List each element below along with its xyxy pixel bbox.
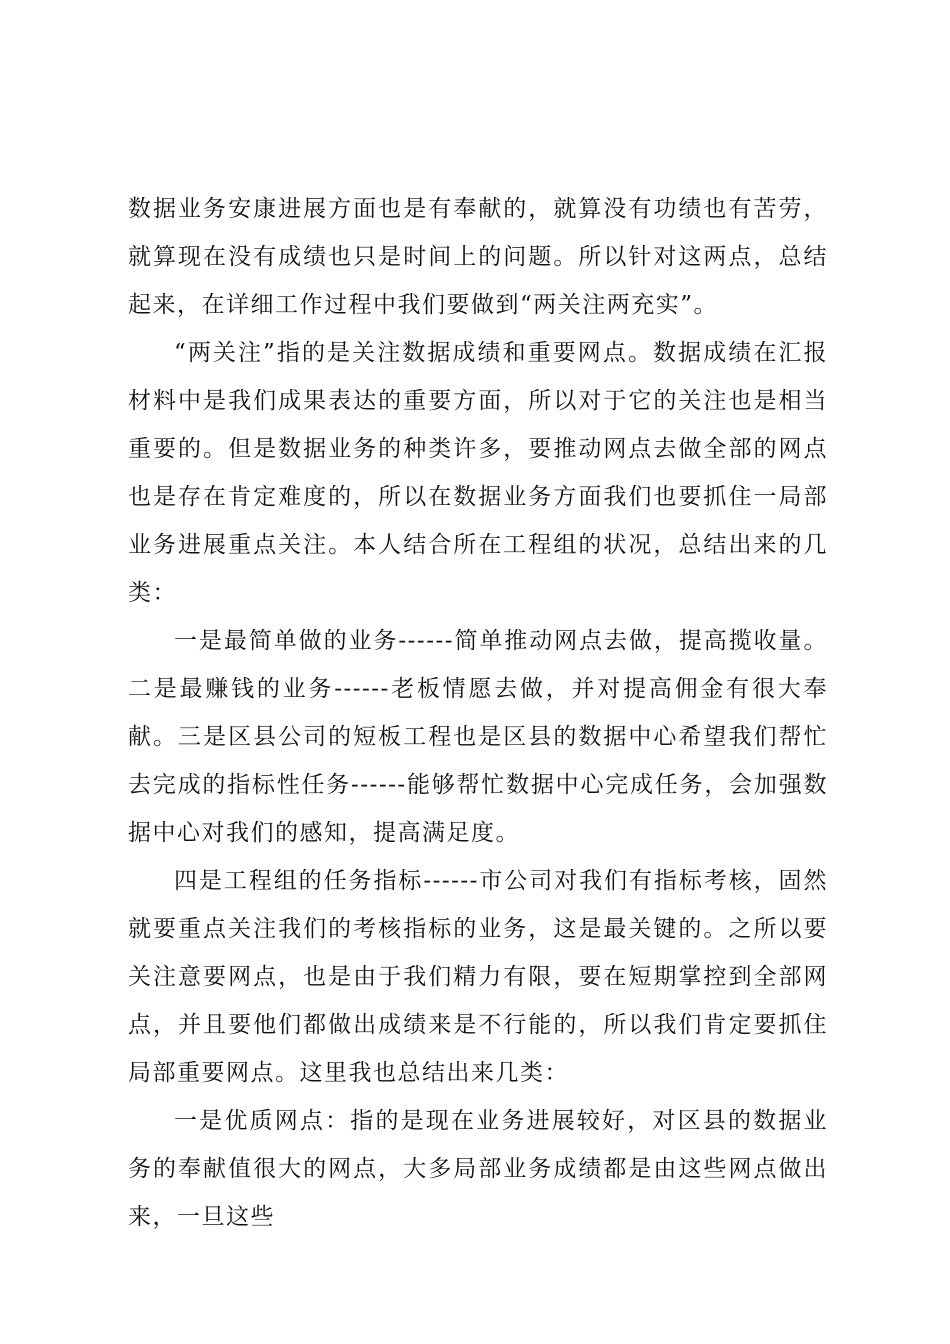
paragraph-1: 数据业务安康进展方面也是有奉献的，就算没有功绩也有苦劳，就算现在没有成绩也只是时间上的问题。所以针对这两点，总结起来，在详细工作过程中我们要做到“两关注两充实”。 [128,196,828,318]
paragraph-4: 四是工程组的任务指标------市公司对我们有指标考核，固然就要重点关注我们的考核指标的业务，这是最关键的。之所以要关注意要网点，也是由于我们精力有限，要在短期掌控到全部网点，并且要他们都做出成绩来是不行能的，所以我们肯定要抓住局部重要网点。这里我也总结出来几类： [128,868,828,1086]
paragraph-3: 一是最简单做的业务------简单推动网点去做，提高揽收量。二是最赚钱的业务------老板情愿去做，并对提高佣金有很大奉献。三是区县公司的短板工程也是区县的数据中心希望我们帮忙去完成的指标性任务------能够帮忙数据中心完成任务，会加强数据中心对我们的感知，提高满足度。 [128,628,828,846]
paragraph-5: 一是优质网点：指的是现在业务进展较好，对区县的数据业务的奉献值很大的网点，大多局部业务成绩都是由这些网点做出来，一旦这些 [128,1108,828,1230]
document-body [128,185,828,1241]
paragraph-2: “两关注”指的是关注数据成绩和重要网点。数据成绩在汇报材料中是我们成果表达的重要方面，所以对于它的关注也是相当重要的。但是数据业务的种类许多，要推动网点去做全部的网点也是存在肯定难度的，所以在数据业务方面我们也要抓住一局部业务进展重点关注。本人结合所在工程组的状况，总结出来的几类： [128,340,828,606]
